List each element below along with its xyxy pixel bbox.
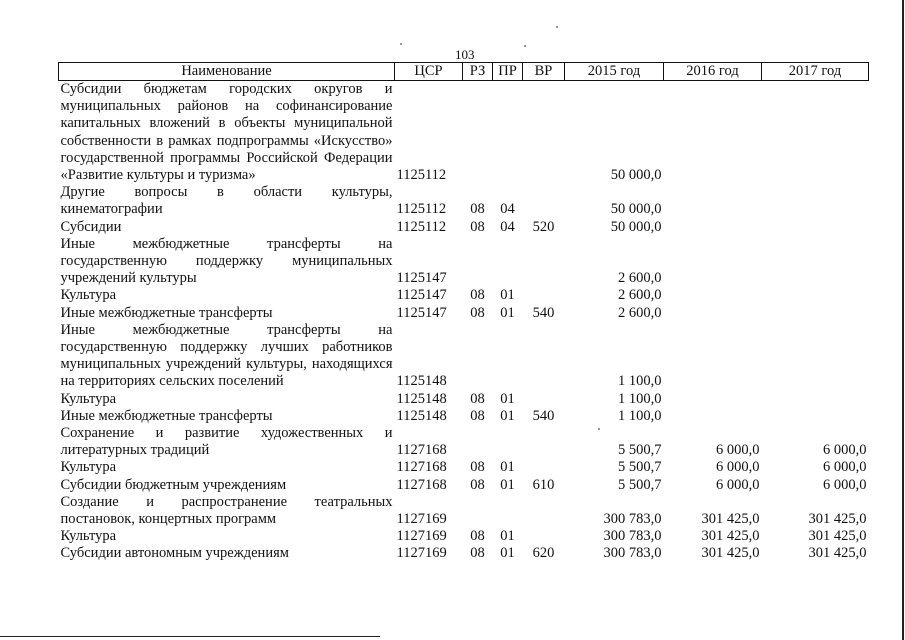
row-2017: 301 425,0 <box>808 545 867 562</box>
row-rz: 08 <box>470 201 485 218</box>
table-header-row <box>59 63 869 81</box>
table-row <box>59 184 869 218</box>
table-row <box>59 459 869 476</box>
row-vr <box>523 391 565 408</box>
header-2015: 2015 год <box>565 63 664 81</box>
row-name: Сохранение и развитие художественных и литературных традиций <box>60 425 393 459</box>
row-2015: 50 000,0 <box>610 218 662 235</box>
row-name: Другие вопросы в области культуры, кинематографии <box>60 184 393 218</box>
row-name: Иные межбюджетные трансферты <box>60 407 273 424</box>
row-pr: 01 <box>500 545 515 562</box>
table-row <box>59 236 869 288</box>
table-row <box>59 545 869 562</box>
header-name: Наименование <box>59 63 395 81</box>
row-vr <box>523 236 565 288</box>
row-2015: 1 100,0 <box>618 407 662 424</box>
row-name: Иные межбюджетные трансферты <box>60 304 273 321</box>
row-rz: 08 <box>470 287 485 304</box>
row-rz: 08 <box>470 218 485 235</box>
row-vr <box>523 425 565 459</box>
row-rz: 08 <box>470 407 485 424</box>
row-name: Субсидии бюджетам городских округов и муниципальных районов на софинансирование капитальных вложений в объекты муниципальной собственности в рамках подпрограммы «Искусство» государственной программы Российской Федерации «Развитие культуры и туризма» <box>60 81 393 184</box>
row-rz <box>463 81 493 185</box>
table-row <box>59 322 869 391</box>
row-2017 <box>762 81 869 185</box>
row-2016: 6 000,0 <box>716 476 760 493</box>
row-rz: 08 <box>470 528 485 545</box>
header-rz: РЗ <box>463 63 493 81</box>
row-2017: 6 000,0 <box>823 459 867 476</box>
table-row <box>59 528 869 545</box>
table-row <box>59 219 869 236</box>
row-2015: 2 600,0 <box>618 304 662 321</box>
row-2016: 6 000,0 <box>716 442 760 459</box>
row-rz <box>463 494 493 528</box>
row-vr: 520 <box>532 218 555 235</box>
row-2015: 300 783,0 <box>603 528 662 545</box>
table-row <box>59 425 869 459</box>
row-2016 <box>664 322 762 391</box>
row-vr: 620 <box>532 545 555 562</box>
row-name: Субсидии <box>60 218 122 235</box>
row-csr: 1127168 <box>396 442 447 459</box>
row-2015: 50 000,0 <box>610 167 662 184</box>
row-vr <box>523 459 565 476</box>
row-csr: 1125148 <box>396 407 447 424</box>
row-pr <box>493 425 523 459</box>
row-2017 <box>762 322 869 391</box>
row-2016 <box>664 236 762 288</box>
row-2015: 1 100,0 <box>618 373 662 390</box>
row-pr <box>493 494 523 528</box>
row-2017 <box>762 305 869 322</box>
row-pr <box>493 81 523 185</box>
row-csr: 1127169 <box>396 511 447 528</box>
row-csr: 1127169 <box>396 545 447 562</box>
row-csr: 1127168 <box>396 476 447 493</box>
row-pr: 01 <box>500 390 515 407</box>
row-name: Иные межбюджетные трансферты на государственную поддержку муниципальных учреждений культуры <box>60 235 393 287</box>
table-row <box>59 287 869 304</box>
row-rz <box>463 425 493 459</box>
row-pr: 04 <box>500 201 515 218</box>
row-rz: 08 <box>470 459 485 476</box>
row-pr: 01 <box>500 459 515 476</box>
row-pr: 01 <box>500 528 515 545</box>
row-name: Субсидии бюджетным учреждениям <box>60 476 287 493</box>
table-row <box>59 81 869 185</box>
row-pr: 01 <box>500 287 515 304</box>
header-2016: 2016 год <box>664 63 762 81</box>
row-name: Культура <box>60 528 117 545</box>
row-vr <box>523 494 565 528</box>
row-2015: 300 783,0 <box>603 545 662 562</box>
row-2017 <box>762 184 869 218</box>
row-name: Субсидии автономным учреждениям <box>60 545 289 562</box>
row-csr: 1125112 <box>396 167 447 184</box>
row-2016 <box>664 408 762 425</box>
row-2016: 301 425,0 <box>701 511 760 528</box>
row-vr <box>523 528 565 545</box>
row-2015: 1 100,0 <box>618 390 662 407</box>
row-csr: 1125147 <box>396 287 447 304</box>
row-vr <box>523 81 565 185</box>
row-vr: 540 <box>532 407 555 424</box>
row-2015: 5 500,7 <box>618 442 662 459</box>
row-rz: 08 <box>470 390 485 407</box>
row-csr: 1127169 <box>396 528 447 545</box>
header-vr: ВР <box>523 63 565 81</box>
budget-table <box>58 62 869 563</box>
row-vr <box>523 287 565 304</box>
row-2015: 5 500,7 <box>618 459 662 476</box>
row-vr <box>523 184 565 218</box>
row-2015: 2 600,0 <box>618 270 662 287</box>
row-pr: 01 <box>500 407 515 424</box>
row-name: Культура <box>60 287 117 304</box>
row-2015: 5 500,7 <box>618 476 662 493</box>
header-csr: ЦСР <box>395 63 463 81</box>
row-vr <box>523 322 565 391</box>
row-csr: 1125112 <box>396 201 447 218</box>
row-2015: 300 783,0 <box>603 511 662 528</box>
row-2017: 6 000,0 <box>823 442 867 459</box>
row-rz: 08 <box>470 545 485 562</box>
row-name: Культура <box>60 390 117 407</box>
row-rz <box>463 236 493 288</box>
row-2017 <box>762 287 869 304</box>
row-pr: 01 <box>500 304 515 321</box>
row-pr: 01 <box>500 476 515 493</box>
table-row <box>59 305 869 322</box>
scan-speck <box>524 45 526 47</box>
row-pr <box>493 236 523 288</box>
row-name: Иные межбюджетные трансферты на государственную поддержку лучших работников муниципальных учреждений культуры, находящихся на территориях сельских поселений <box>60 321 393 390</box>
table-row <box>59 494 869 528</box>
scan-border-bottom <box>0 636 380 637</box>
row-2016 <box>664 81 762 185</box>
scan-border-right <box>902 0 904 640</box>
row-2017: 6 000,0 <box>823 476 867 493</box>
scan-speck <box>400 43 402 45</box>
row-2017 <box>762 219 869 236</box>
row-2016: 6 000,0 <box>716 459 760 476</box>
row-2016: 301 425,0 <box>701 528 760 545</box>
header-pr: ПР <box>493 63 523 81</box>
row-2016 <box>664 184 762 218</box>
row-pr <box>493 322 523 391</box>
row-2016: 301 425,0 <box>701 545 760 562</box>
table-row <box>59 477 869 494</box>
row-2017 <box>762 408 869 425</box>
row-csr: 1125148 <box>396 373 447 390</box>
row-2016 <box>664 219 762 236</box>
row-2017 <box>762 236 869 288</box>
row-csr: 1127168 <box>396 459 447 476</box>
row-pr: 04 <box>500 218 515 235</box>
header-2017: 2017 год <box>762 63 869 81</box>
page-number: 103 <box>455 47 475 62</box>
row-2016 <box>664 305 762 322</box>
row-2016 <box>664 391 762 408</box>
table-row <box>59 391 869 408</box>
row-vr: 610 <box>532 476 555 493</box>
row-2016 <box>664 287 762 304</box>
row-rz: 08 <box>470 304 485 321</box>
row-2015: 50 000,0 <box>610 201 662 218</box>
row-rz: 08 <box>470 476 485 493</box>
table-row <box>59 408 869 425</box>
row-name: Создание и распространение театральных постановок, концертных программ <box>60 493 393 528</box>
row-csr: 1125147 <box>396 304 447 321</box>
row-rz <box>463 322 493 391</box>
row-csr: 1125112 <box>396 218 447 235</box>
row-2017: 301 425,0 <box>808 528 867 545</box>
row-name: Культура <box>60 459 117 476</box>
row-2017: 301 425,0 <box>808 511 867 528</box>
row-vr: 540 <box>532 304 555 321</box>
row-2015: 2 600,0 <box>618 287 662 304</box>
scan-speck <box>556 26 558 28</box>
row-csr: 1125147 <box>396 270 447 287</box>
row-csr: 1125148 <box>396 390 447 407</box>
row-2017 <box>762 391 869 408</box>
